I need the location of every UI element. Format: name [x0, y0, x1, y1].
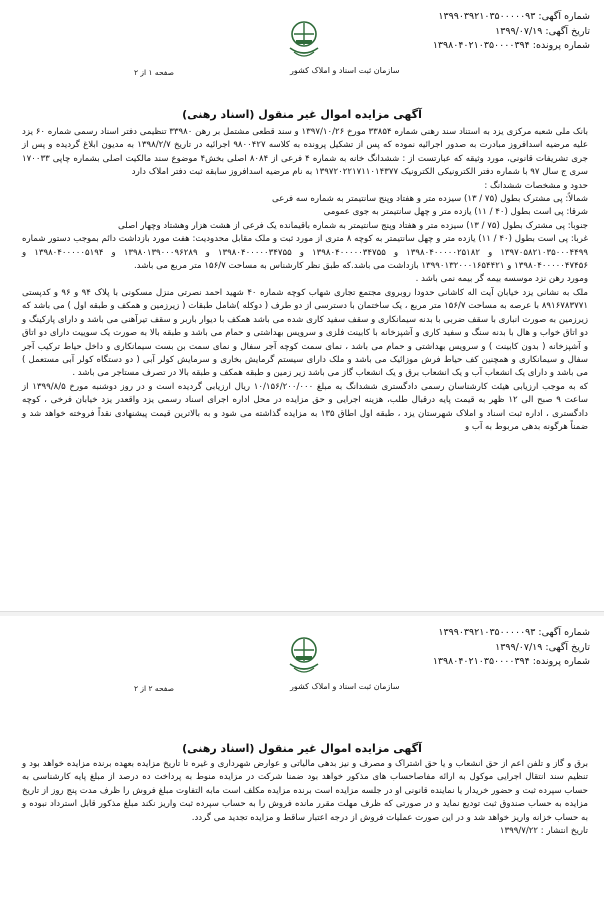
paragraph: جنوبا: پی مشترک بطول (۷۵ / ۱۳) سیزده متر و هفتاد وپنج سانتیمتر به شماره باقیمانده یک فرعی از هشت هزار وهشتاد وچهار اصلی	[117, 220, 588, 231]
notice-title: آگهی مزایده اموال غیر منقول (اسناد رهنی)	[182, 108, 422, 121]
document-page-2	[0, 616, 604, 920]
paragraph: غربا: پی است بطول (۴۰ / ۱۱) یازده متر و چهل سانتیمتر به کوچه ۸ متری از مورد ثبت و ملک مقابل محدودیت: هفت مورد بازداشت دائم بموجب دستور شماره ۱۳۹۷۰۵۸۲۱۰۳۵۰۰۰۴۴۹۹ و ۱۳۹۸۰۴۰۰۰۰۰۲۵۱۸۲ و ۱۳۹۸۰۴۰۰۰۰۰۳۴۷۵۵ و ۱۳۹۸۰۴۰۰۰۰۰۳۴۷۵۵ و ۱۳۹۸۰۱۳۹۰۰۰۹۶۲۸۹ و ۱۳۹۸۰۴۰۰۰۰۰۵۱۹۴ و ۱۳۹۸۰۴۰۰۰۰۰۴۷۴۵۶ و ۱۳۹۹۰۱۳۲۰۰۰۱۶۵۴۴۲۱ بازداشت می باشد.که طبق نظر کارشناس به مساحت ۱۵۶/۷ متر مربع می باشد.	[22, 234, 589, 272]
header-meta	[433, 10, 590, 54]
paragraph: تاریخ انتشار : ۱۳۹۹/۷/۲۲	[499, 826, 588, 837]
ad-number: شماره آگهی: ۱۳۹۹۰۳۹۲۱۰۳۵۰۰۰۰۰۹۳	[438, 627, 590, 638]
paragraph: حدود و مشخصات ششدانگ :	[484, 180, 588, 191]
case-number: شماره پرونده: ۱۳۹۸۰۴۰۲۱۰۳۵۰۰۰۰۳۹۴	[432, 40, 590, 51]
notice-title: آگهی مزایده اموال غیر منقول (اسناد رهنی)	[182, 742, 422, 755]
judiciary-emblem-icon	[276, 630, 332, 686]
page-header	[0, 0, 604, 80]
notice-body	[22, 126, 588, 434]
paragraph: ملک به نشانی یزد خیابان آیت اله کاشانی حدودا روبروی مجتمع تجاری شهاب کوچه شماره ۴۰ شهید احمد نصرتی منزل مسکونی با پلاک ۹۴ و ۹۶ و کدپستی ۸۹۱۶۷۸۳۷۷۱ با عرصه به مساحت ۱۵۶/۷ متر مربع ، یک ساختمان با دسترسی از دو طرف ( دوکله )شامل طبقات ( زیرزمین و همکف و طبقه اول ) می باشد که زیرزمین به صورت انباری با سقف ضربی با بدنه سیمانکاری و سقف سفید کاری شده می باشد همکف با دیوار باربر و سقف تیرآهنی می باشد و دارای پارکینگ و دو اتاق خواب و هال با بدنه سنگ و سفید کاری و آشپزخانه با کابینت فلزی و سرویس بهداشتی و حمام می باشد و طبقه بالا به صورت یک سوییت دارای دو اتاق و آشپزخانه ( بدون کابینت ) و سرویس بهداشتی و حمام می باشد ، نمای سمت کوچه آجر سفال و نمای سمت بن بست سیمانکاری و داخل حیاط ترکیب آجر سفال و سیمانکاری و همچنین کف حیاط فرش موزائیک می باشد و ملک دارای سیستم گرمایش بخاری و سرمایش کولر آبی ( دو دستگاه کولر آبی مستعمل ) می باشد و دارای یک انشعاب آب و یک انشعاب برق و یک انشعاب گاز می باشد زیر زمین و طبقه همکف و طبقه بالا در تصرف مستاجر می باشد .	[22, 287, 588, 379]
org-name: سازمان ثبت اسناد و املاک کشور	[290, 682, 400, 691]
page-number: صفحه ۱ از ۲	[134, 68, 174, 77]
paragraph: شرقا: پی است بطول (۴۰ / ۱۱) یازده متر و چهل سانتیمتر به جوی عمومی	[323, 207, 588, 218]
org-name: سازمان ثبت اسناد و املاک کشور	[290, 66, 400, 75]
ad-date: تاریخ آگهی: ۱۳۹۹/۰۷/۱۹	[495, 641, 590, 653]
paragraph: بانک ملی شعبه مرکزی یزد به استناد سند رهنی شماره ۳۳۸۵۴ مورخ ۱۳۹۷/۱۰/۲۶ و سند قطعی مشتمل بر رهن ۳۳۹۸۰ تنظیمی دفتر اسناد رسمی شماره ۶۰ یزد علیه مرضیه اسدافروز مبادرت به صدور اجرائیه نموده که پس از تشکیل پرونده به کلاسه ۹۸۰۰۴۲۷ اجرائیه در تاریخ ۱۳۹۸/۲/۷ به مدیون ابلاغ گردیده و پس از جری تشریفات قانونی، مورد وثیقه که عبارتست از : ششدانگ خانه به شماره ۴ فرعی از ۸۰۸۴ اصلی بخش۴ موضوع سند مالکیت اصلی بشماره چاپی ۱۷۰۰۳۳ سری ج سال ۹۷ با شماره دفتر الکترونیکی الکترونیک ۱۳۹۷۲۰۲۲۱۷۱۱۰۱۴۳۷۷ به نام مرضیه اسدافروز سابقه ثبت دفتر املاک دارد	[22, 127, 588, 178]
case-number: شماره پرونده: ۱۳۹۸۰۴۰۲۱۰۳۵۰۰۰۰۳۹۴	[432, 656, 590, 667]
page-header	[0, 616, 604, 696]
header-meta	[433, 626, 590, 670]
page-number: صفحه ۲ از ۲	[134, 684, 174, 693]
judiciary-emblem-icon	[276, 14, 332, 70]
paragraph: برق و گاز و تلفن اعم از حق انشعاب و یا حق اشتراک و مصرف و نیز بدهی مالیاتی و عوارض شهرداری و غیره تا تاریخ مزایده بعهده برنده مزایده خواهد بود و تنظیم سند انتقال اجرایی موکول به ارائه مفاصاحساب های مذکور خواهد بود ضمنا شرکت در مزایده منوط به پرداخت ده درصد از مبلغ پایه کارشناسی به حساب سپرده ثبت و حضور خریدار یا نماینده قانونی او در جلسه مزایده است برنده مزایده مکلف است مابه التفاوت مبلغ فروش را ظرف مدت پنج روز از تاریخ مزایده به حساب صندوق ثبت تودیع نماید و در صورتی که ظرف مهلت مقرر مانده فروش را به حساب سپرده ثبت واریز نکند مبلغ مذکور قابل استرداد نبوده و به حساب خزانه واریز خواهد شد و در این صورت عملیات فروش از درجه اعتبار ساقط و مزایده تجدید می گردد.	[22, 759, 588, 823]
paragraph: ومورد رهن نزد موسسه بیمه گر بیمه نمی باشد .	[415, 274, 588, 285]
ad-date: تاریخ آگهی: ۱۳۹۹/۰۷/۱۹	[495, 25, 590, 37]
ad-number: شماره آگهی: ۱۳۹۹۰۳۹۲۱۰۳۵۰۰۰۰۰۹۳	[438, 11, 590, 22]
paragraph: که به موجب ارزیابی هیئت کارشناسان رسمی دادگستری ششدانگ به مبلغ ۱۰/۱۵۶/۲۰۰/۰۰۰ ریال ارزیابی گردیده است و در روز دوشنبه مورخ ۱۳۹۹/۸/۵ از ساعت ۹ صبح الی ۱۲ ظهر به قیمت پایه درقبال طلب، هزینه اجرایی و حق مزایده در محل اداره اجرای اسناد رسمی یزد واقعدر یزد خیابان فرخی ، کوچه دادگستری ، اداره ثبت اسناد و املاک شهرستان یزد ، طبقه اول اطاق ۱۳۵ به مزایده گذاشته می شود و به بالاترین قیمت پیشنهادی نقداً فروخته خواهد شد و ضمناً هرگونه بدهی مربوط به آب و	[22, 381, 588, 432]
paragraph: شمالاً: پی مشترک بطول (۷۵ / ۱۳) سیزده متر و هفتاد وپنج سانتیمتر به شماره سه فرعی	[272, 194, 588, 205]
notice-body	[22, 758, 588, 838]
